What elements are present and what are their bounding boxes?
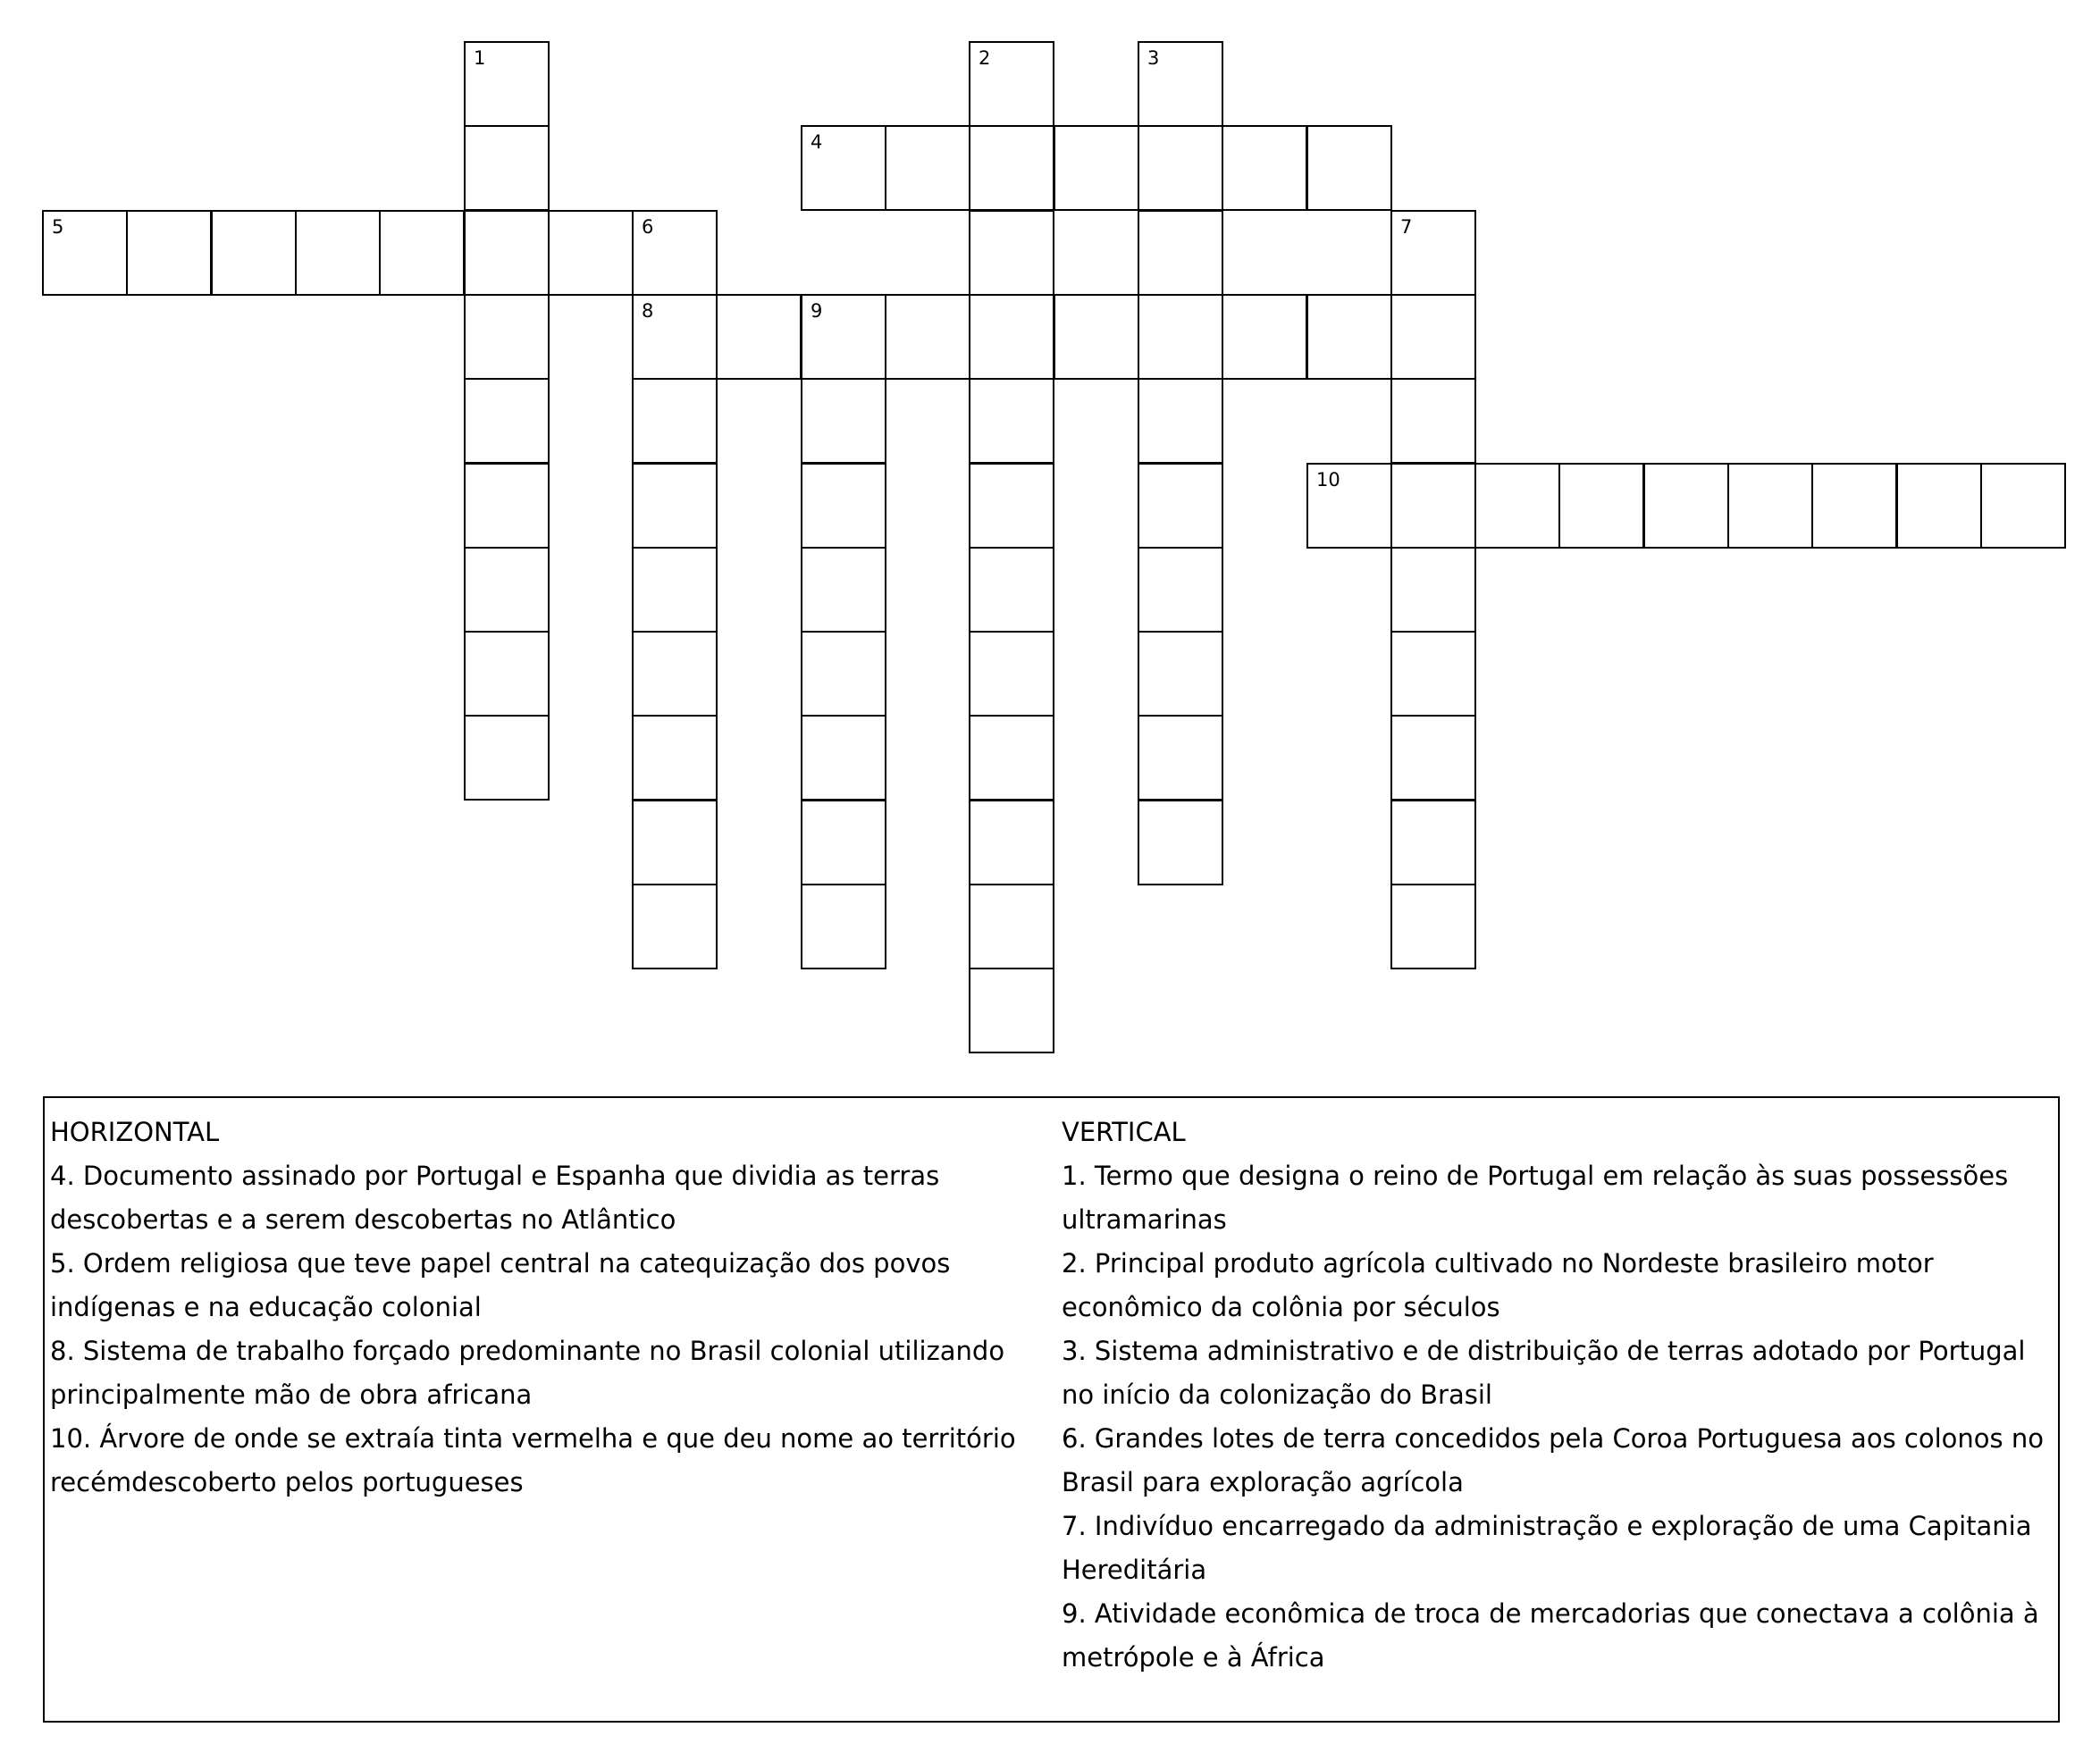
grid-cell[interactable] bbox=[548, 210, 634, 296]
clue-number: 6 bbox=[642, 216, 654, 238]
clue-number: 10 bbox=[1316, 469, 1340, 491]
grid-cell[interactable] bbox=[1643, 463, 1729, 549]
clue-number: 3 bbox=[1147, 47, 1160, 69]
grid-cell[interactable] bbox=[1390, 378, 1476, 464]
grid-cell[interactable] bbox=[801, 715, 886, 801]
grid-cell[interactable] bbox=[1138, 210, 1223, 296]
grid-cell[interactable] bbox=[632, 800, 718, 885]
grid-cell[interactable] bbox=[464, 210, 550, 296]
grid-cell[interactable] bbox=[969, 968, 1054, 1053]
grid-cell[interactable] bbox=[1306, 463, 1392, 549]
clue-down-7: 7. Indivíduo encarregado da administração e exploração de uma Capitania Hereditária bbox=[1062, 1511, 2032, 1585]
grid-cell[interactable] bbox=[632, 463, 718, 549]
grid-cell[interactable] bbox=[969, 294, 1054, 380]
clue-number: 9 bbox=[811, 300, 823, 322]
grid-cell[interactable] bbox=[126, 210, 212, 296]
grid-cell[interactable] bbox=[1727, 463, 1813, 549]
clue-down-3: 3. Sistema administrativo e de distribuição de terras adotado por Portugal no início da colonização do Brasil bbox=[1062, 1336, 2026, 1410]
clue-down-6: 6. Grandes lotes de terra concedidos pela Coroa Portuguesa aos colonos no Brasil para exploração agrícola bbox=[1062, 1423, 2044, 1497]
grid-cell[interactable] bbox=[464, 378, 550, 464]
grid-cell[interactable] bbox=[632, 715, 718, 801]
grid-cell[interactable] bbox=[1138, 547, 1223, 633]
grid-cell[interactable] bbox=[1138, 715, 1223, 801]
grid-cell[interactable] bbox=[464, 547, 550, 633]
grid-cell[interactable] bbox=[969, 463, 1054, 549]
grid-cell[interactable] bbox=[1222, 125, 1307, 211]
grid-cell[interactable] bbox=[1054, 294, 1139, 380]
grid-cell[interactable] bbox=[969, 547, 1054, 633]
clue-across-5: 5. Ordem religiosa que teve papel central na catequização dos povos indígenas e na educação colonial bbox=[50, 1248, 951, 1322]
grid-cell[interactable] bbox=[1054, 125, 1139, 211]
grid-cell[interactable] bbox=[632, 210, 718, 296]
grid-cell[interactable] bbox=[801, 547, 886, 633]
grid-cell[interactable] bbox=[969, 378, 1054, 464]
grid-cell[interactable] bbox=[1390, 463, 1476, 549]
grid-cell[interactable] bbox=[1896, 463, 1982, 549]
grid-cell[interactable] bbox=[1138, 463, 1223, 549]
horizontal-clues bbox=[50, 1111, 1051, 1505]
grid-cell[interactable] bbox=[1390, 631, 1476, 717]
grid-cell[interactable] bbox=[379, 210, 465, 296]
grid-cell[interactable] bbox=[632, 378, 718, 464]
grid-cell[interactable] bbox=[1474, 463, 1560, 549]
vertical-clues bbox=[1062, 1111, 2049, 1680]
grid-cell[interactable] bbox=[969, 631, 1054, 717]
clue-number: 4 bbox=[811, 131, 823, 153]
grid-cell[interactable] bbox=[1138, 800, 1223, 885]
grid-cell[interactable] bbox=[632, 547, 718, 633]
clue-number: 5 bbox=[52, 216, 64, 238]
clue-down-9: 9. Atividade econômica de troca de mercadorias que conectava a colônia à metrópole e à África bbox=[1062, 1598, 2039, 1673]
grid-cell[interactable] bbox=[969, 41, 1054, 127]
grid-cell[interactable] bbox=[885, 294, 970, 380]
grid-cell[interactable] bbox=[632, 294, 718, 380]
grid-cell[interactable] bbox=[1138, 294, 1223, 380]
clue-across-10: 10. Árvore de onde se extraía tinta vermelha e que deu nome ao território recémdescoberto pelos portugueses bbox=[50, 1423, 1016, 1497]
clue-number: 2 bbox=[979, 47, 991, 69]
grid-cell[interactable] bbox=[969, 210, 1054, 296]
grid-cell[interactable] bbox=[969, 800, 1054, 885]
grid-cell[interactable] bbox=[295, 210, 381, 296]
grid-cell[interactable] bbox=[464, 125, 550, 211]
clue-box bbox=[43, 1096, 2060, 1723]
vertical-heading: VERTICAL bbox=[1062, 1117, 1186, 1147]
grid-cell[interactable] bbox=[211, 210, 297, 296]
horizontal-heading: HORIZONTAL bbox=[50, 1117, 220, 1147]
grid-cell[interactable] bbox=[1306, 294, 1392, 380]
grid-cell[interactable] bbox=[632, 884, 718, 969]
grid-cell[interactable] bbox=[464, 463, 550, 549]
grid-cell[interactable] bbox=[1222, 294, 1307, 380]
grid-cell[interactable] bbox=[464, 715, 550, 801]
grid-cell[interactable] bbox=[1558, 463, 1644, 549]
grid-cell[interactable] bbox=[1390, 294, 1476, 380]
grid-cell[interactable] bbox=[801, 463, 886, 549]
clue-across-8: 8. Sistema de trabalho forçado predominante no Brasil colonial utilizando principalmente mão de obra africana bbox=[50, 1336, 1005, 1410]
grid-cell[interactable] bbox=[632, 631, 718, 717]
grid-cell[interactable] bbox=[716, 294, 802, 380]
clue-number: 7 bbox=[1400, 216, 1413, 238]
grid-cell[interactable] bbox=[969, 715, 1054, 801]
grid-cell[interactable] bbox=[969, 884, 1054, 969]
grid-cell[interactable] bbox=[801, 378, 886, 464]
grid-cell[interactable] bbox=[1138, 631, 1223, 717]
grid-cell[interactable] bbox=[1138, 378, 1223, 464]
grid-cell[interactable] bbox=[1390, 210, 1476, 296]
grid-cell[interactable] bbox=[1390, 800, 1476, 885]
clue-number: 1 bbox=[474, 47, 486, 69]
grid-cell[interactable] bbox=[1138, 41, 1223, 127]
grid-cell[interactable] bbox=[42, 210, 128, 296]
clue-down-1: 1. Termo que designa o reino de Portugal em relação às suas possessões ultramarinas bbox=[1062, 1161, 2009, 1235]
grid-cell[interactable] bbox=[801, 294, 886, 380]
clue-down-2: 2. Principal produto agrícola cultivado no Nordeste brasileiro motor econômico da colônia por séculos bbox=[1062, 1248, 1934, 1322]
grid-cell[interactable] bbox=[801, 125, 886, 211]
grid-cell[interactable] bbox=[969, 125, 1054, 211]
grid-cell[interactable] bbox=[1390, 715, 1476, 801]
grid-cell[interactable] bbox=[1390, 547, 1476, 633]
grid-cell[interactable] bbox=[1138, 125, 1223, 211]
grid-cell[interactable] bbox=[1390, 884, 1476, 969]
grid-cell[interactable] bbox=[801, 884, 886, 969]
clue-number: 8 bbox=[642, 300, 654, 322]
grid-cell[interactable] bbox=[464, 41, 550, 127]
grid-cell[interactable] bbox=[801, 631, 886, 717]
grid-cell[interactable] bbox=[464, 294, 550, 380]
grid-cell[interactable] bbox=[1811, 463, 1897, 549]
grid-cell[interactable] bbox=[1980, 463, 2066, 549]
grid-cell[interactable] bbox=[801, 800, 886, 885]
grid-cell[interactable] bbox=[1306, 125, 1392, 211]
clue-across-4: 4. Documento assinado por Portugal e Espanha que dividia as terras descobertas e a serem descobertas no Atlântico bbox=[50, 1161, 940, 1235]
grid-cell[interactable] bbox=[464, 631, 550, 717]
grid-cell[interactable] bbox=[885, 125, 970, 211]
